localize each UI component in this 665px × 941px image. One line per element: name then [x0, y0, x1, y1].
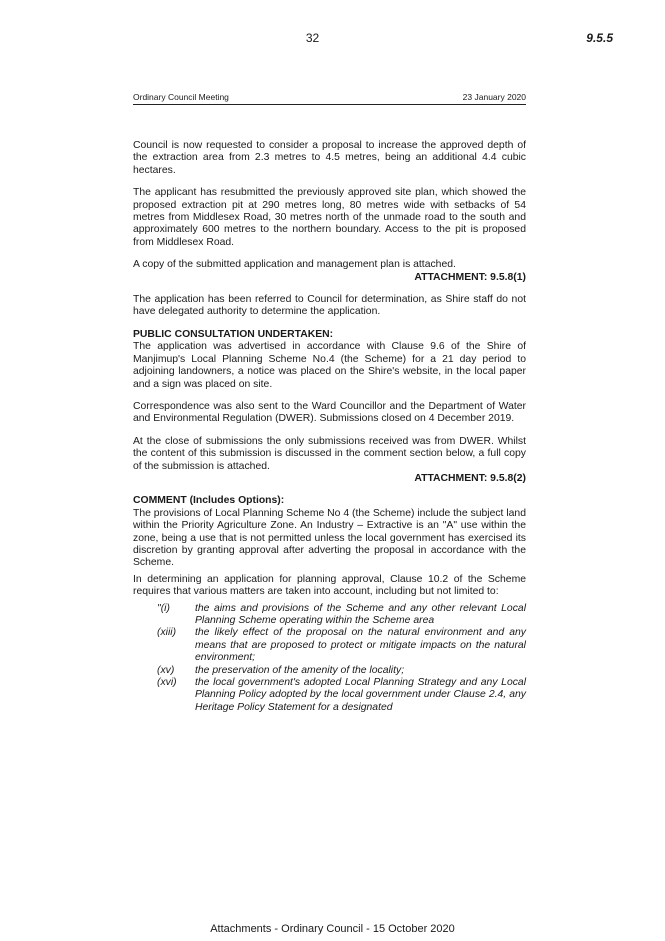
list-item-key: (xv)	[157, 664, 175, 676]
paragraph-correspondence: Correspondence was also sent to the Ward Councillor and the Department of Water and Environmental Regulation (DWER). Submissions closed on 4 December 2019.	[133, 400, 526, 425]
paragraph-copy-attached: A copy of the submitted application and management plan is attached.	[133, 259, 456, 271]
page-footer: Attachments - Ordinary Council - 15 October 2020	[210, 923, 455, 935]
list-item-key: (xiii)	[157, 627, 177, 639]
attachment-reference-2: ATTACHMENT: 9.5.8(2)	[414, 472, 526, 484]
paragraph-advertised: The application was advertised in accordance with Clause 9.6 of the Shire of Manjimup's Local Planning Scheme No.4 (the Scheme) for a 21 day period to adjoining landowners, a notice was placed on the Shire's website, in the local paper and a sign was placed on site.	[133, 341, 526, 390]
list-item	[133, 665, 526, 677]
list-item-key: "(i)	[157, 602, 170, 614]
list-item	[133, 603, 526, 628]
meeting-name: Ordinary Council Meeting	[133, 92, 229, 102]
document-body	[133, 140, 526, 714]
meeting-date: 23 January 2020	[462, 92, 526, 102]
item-number: 9.5.5	[586, 31, 613, 45]
list-item-text: the likely effect of the proposal on the natural environment and any means that are proposed to protect or mitigate impacts on the natural environment;	[195, 627, 526, 664]
list-item	[133, 677, 526, 714]
attachment-reference-1: ATTACHMENT: 9.5.8(1)	[414, 271, 526, 283]
paragraph-site-plan: The applicant has resubmitted the previously approved site plan, which showed the proposed extraction pit at 290 metres long, 80 metres wide with setbacks of 54 metres from Middlesex Road, 30 metres north of the unmade road to the south and approximately 600 metres to the northern boundary. Access to the pit is proposed from Middlesex Road.	[133, 187, 526, 248]
list-item-text: the aims and provisions of the Scheme and any other relevant Local Planning Scheme operating within the Scheme area	[195, 602, 526, 626]
meeting-header	[133, 92, 526, 105]
paragraph-proposal: Council is now requested to consider a proposal to increase the approved depth of the extraction area from 2.3 metres to 4.5 metres, being an additional 4.4 cubic hectares.	[133, 140, 526, 176]
page-number: 32	[305, 31, 320, 45]
heading-public-consultation: PUBLIC CONSULTATION UNDERTAKEN:	[133, 328, 334, 340]
paragraph-referral: The application has been referred to Council for determination, as Shire staff do not have delegated authority to determine the application.	[133, 294, 526, 318]
paragraph-scheme-provisions: The provisions of Local Planning Scheme No 4 (the Scheme) include the subject land within the Priority Agriculture Zone. An Industry – Extractive is an "A" use within the zone, being a use that is not permitted unless the local government has exercised its discretion by granting approval after adverting the proposal in accordance with the Scheme.	[133, 507, 526, 569]
paragraph-planning-approval: In determining an application for planning approval, Clause 10.2 of the Scheme requires that various matters are taken into account, including but not limited to:	[133, 573, 526, 598]
list-item-text: the local government's adopted Local Planning Strategy and any Local Planning Policy adopted by the local government under Clause 2.4, any Heritage Policy Statement for a designated	[195, 677, 526, 713]
list-item-text: the preservation of the amenity of the locality;	[195, 664, 405, 676]
heading-comment: COMMENT (Includes Options):	[133, 495, 285, 507]
list-item	[133, 627, 526, 664]
list-item-key: (xvi)	[157, 677, 177, 689]
matters-list	[133, 603, 526, 715]
paragraph-submissions: At the close of submissions the only submissions received was from DWER. Whilst the content of this submission is discussed in the comment section below, a full copy of the submission is attached.	[133, 435, 526, 472]
